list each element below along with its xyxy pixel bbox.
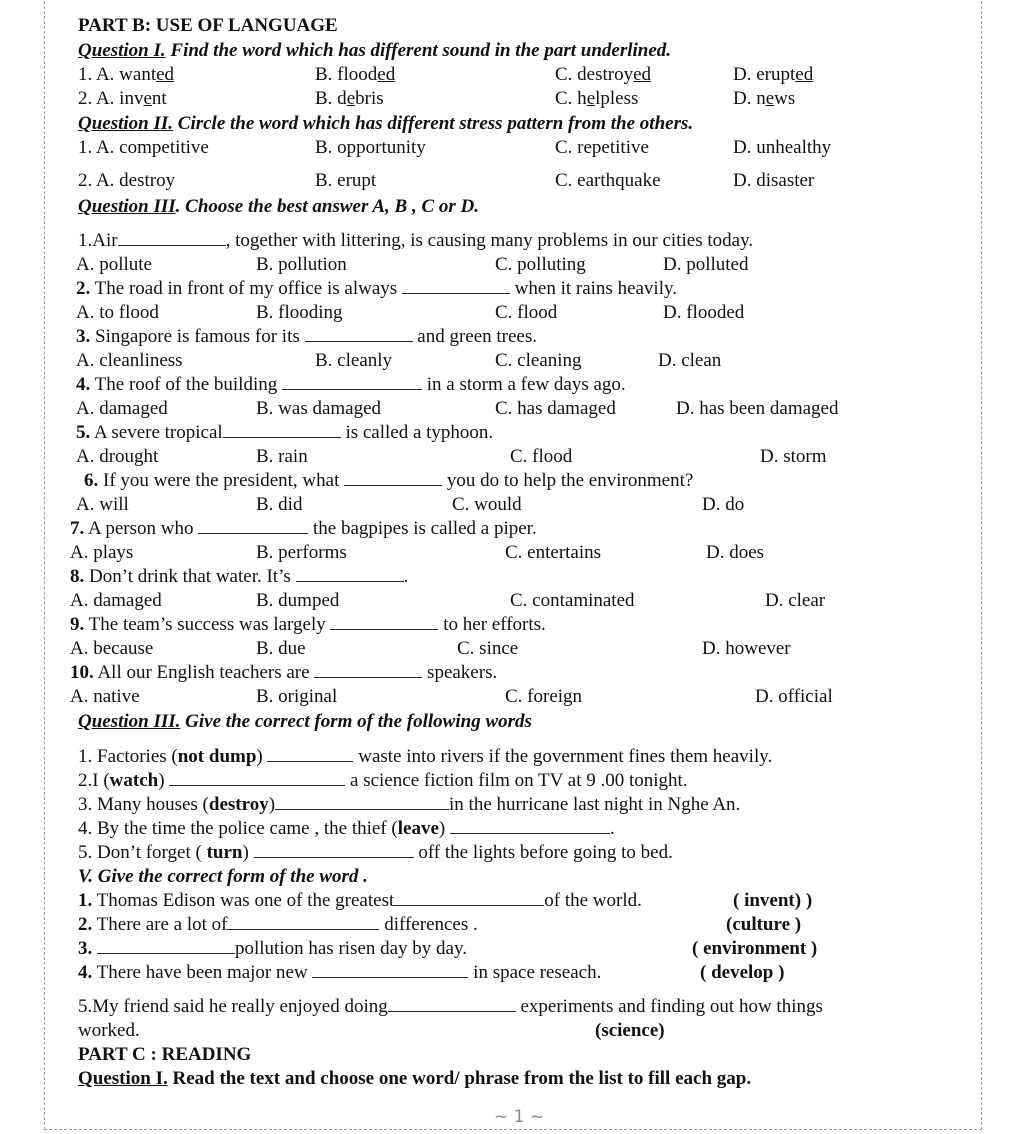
q3-1-d: D. polluted — [663, 254, 749, 275]
answer-blank[interactable] — [296, 567, 404, 582]
q3-4-a: A. damaged — [76, 398, 168, 419]
q4-item-5: 5. Don’t forget ( turn) off the lights before going to bed. — [78, 842, 673, 863]
q3-9-c: C. since — [457, 638, 519, 659]
q5-4-hint: ( develop ) — [700, 962, 785, 983]
q3-10-c: C. foreign — [505, 686, 583, 707]
q3-2-d: D. flooded — [663, 302, 745, 323]
q2-1-b: B. opportunity — [315, 137, 426, 158]
q5-item-3: 3. pollution has risen day by day. — [78, 938, 468, 959]
q1-2-b: B. debris — [315, 88, 384, 109]
q3-1-a: A. pollute — [76, 254, 152, 275]
q1-heading: Question I. Find the word which has different sound in the part underlined. — [78, 40, 672, 61]
q3-4-b: B. was damaged — [256, 398, 382, 419]
q4-item-4: 4. By the time the police came , the thief (leave) . — [78, 818, 615, 839]
q2-1-a: 1. A. competitive — [78, 137, 209, 158]
q4-item-1: 1. Factories (not dump) waste into rivers if the government fines them heavily. — [78, 746, 773, 767]
q2-2-a: 2. A. destroy — [78, 170, 176, 191]
q3-item-5: 5. A severe tropical is called a typhoon. — [76, 422, 494, 443]
q2-1-c: C. repetitive — [555, 137, 649, 158]
q1-1-b: B. flooded — [315, 64, 396, 85]
q5-item-5-line1: 5.My friend said he really enjoyed doing experiments and finding out how things — [78, 996, 823, 1017]
q1-2-c: C. helpless — [555, 88, 639, 109]
q3-item-8: 8. Don’t drink that water. It’s . — [70, 566, 409, 587]
part-c-title: PART C : READING — [78, 1044, 252, 1065]
q3-3-d: D. clean — [658, 350, 722, 371]
q3-9-b: B. due — [256, 638, 306, 659]
q5-item-4: 4. There have been major new in space reseach. — [78, 962, 602, 983]
q3-5-b: B. rain — [256, 446, 308, 467]
answer-blank[interactable] — [394, 891, 544, 906]
q3-2-c: C. flood — [495, 302, 558, 323]
answer-blank[interactable] — [344, 471, 442, 486]
q3-item-1: 1.Air , together with littering, is causing many problems in our cities today. — [78, 230, 754, 251]
q3-1-c: C. polluting — [495, 254, 586, 275]
q3-item-7: 7. A person who the bagpipes is called a piper. — [70, 518, 537, 539]
q5-3-hint: ( environment ) — [692, 938, 818, 959]
answer-blank[interactable] — [330, 615, 438, 630]
q3-6-d: D. do — [702, 494, 745, 515]
q3-6-a: A. will — [76, 494, 129, 515]
q3-6-b: B. did — [256, 494, 303, 515]
q1-1-a: 1. A. wanted — [78, 64, 175, 85]
answer-blank[interactable] — [223, 423, 341, 438]
q3-item-10: 10. All our English teachers are speakers. — [70, 662, 498, 683]
q3-7-d: D. does — [706, 542, 765, 563]
q3-5-a: A. drought — [76, 446, 159, 467]
answer-blank[interactable] — [227, 915, 379, 930]
q3-heading: Question III. Choose the best answer A, B , C or D. — [78, 196, 480, 217]
q3-3-b: B. cleanly — [315, 350, 393, 371]
part-b-title: PART B: USE OF LANGUAGE — [78, 15, 338, 36]
q5-heading: V. Give the correct form of the word . — [78, 866, 368, 887]
q3-1-b: B. pollution — [256, 254, 347, 275]
q3-8-c: C. contaminated — [510, 590, 635, 611]
q3-item-6: 6. If you were the president, what you do to help the environment? — [84, 470, 694, 491]
q3-8-b: B. dumped — [256, 590, 340, 611]
q3-9-d: D. however — [702, 638, 791, 659]
q3-9-a: A. because — [70, 638, 154, 659]
q4-item-2: 2.I (watch) a science fiction film on TV at 9 .00 tonight. — [78, 770, 688, 791]
q5-item-2: 2. There are a lot of differences . — [78, 914, 478, 935]
q3-8-a: A. damaged — [70, 590, 162, 611]
q3-item-3: 3. Singapore is famous for its and green trees. — [76, 326, 538, 347]
q5-5-hint: (science) — [595, 1020, 665, 1041]
answer-blank[interactable] — [402, 279, 510, 294]
q2-2-c: C. earthquake — [555, 170, 661, 191]
q3-item-4: 4. The roof of the building in a storm a few days ago. — [76, 374, 626, 395]
q4-item-3: 3. Many houses (destroy) in the hurricane last night in Nghe An. — [78, 794, 741, 815]
q2-1-d: D. unhealthy — [733, 137, 832, 158]
q3-5-d: D. storm — [760, 446, 827, 467]
answer-blank[interactable] — [118, 231, 226, 246]
q3-6-c: C. would — [452, 494, 522, 515]
answer-blank[interactable] — [282, 375, 422, 390]
q3-2-a: A. to flood — [76, 302, 159, 323]
q3-4-c: C. has damaged — [495, 398, 616, 419]
page-number: ~ 1 ~ — [494, 1107, 545, 1127]
q5-item-5-line2: worked. — [78, 1020, 140, 1041]
q5-2-hint: (culture ) — [726, 914, 802, 935]
q3-2-b: B. flooding — [256, 302, 343, 323]
page-border — [44, 0, 982, 1130]
q3-7-b: B. performs — [256, 542, 347, 563]
q5-1-hint: ( invent) ) — [733, 890, 813, 911]
answer-blank[interactable] — [97, 939, 235, 954]
q1-1-d: D. erupted — [733, 64, 814, 85]
q5-item-1: 1. Thomas Edison was one of the greatest of the world. — [78, 890, 642, 911]
q2-heading: Question II. Circle the word which has different stress pattern from the others. — [78, 113, 694, 134]
q3-4-d: D. has been damaged — [676, 398, 839, 419]
answer-blank[interactable] — [254, 843, 414, 858]
answer-blank[interactable] — [275, 795, 449, 810]
q2-2-d: D. disaster — [733, 170, 815, 191]
answer-blank[interactable] — [169, 771, 345, 786]
q3-3-a: A. cleanliness — [76, 350, 183, 371]
answer-blank[interactable] — [305, 327, 413, 342]
q3-item-2: 2. The road in front of my office is always when it rains heavily. — [76, 278, 678, 299]
q3-10-a: A. native — [70, 686, 140, 707]
q3-10-d: D. official — [755, 686, 833, 707]
q1-2-a: 2. A. invent — [78, 88, 167, 109]
q1-1-c: C. destroyed — [555, 64, 652, 85]
q2-2-b: B. erupt — [315, 170, 377, 191]
q4-heading: Question III. Give the correct form of the following words — [78, 711, 532, 732]
answer-blank[interactable] — [388, 997, 516, 1012]
answer-blank[interactable] — [198, 519, 308, 534]
q1-2-d: D. news — [733, 88, 796, 109]
answer-blank[interactable] — [314, 663, 422, 678]
answer-blank[interactable] — [450, 819, 610, 834]
q3-item-9: 9. The team’s success was largely to her efforts. — [70, 614, 546, 635]
q3-3-c: C. cleaning — [495, 350, 582, 371]
q3-7-a: A. plays — [70, 542, 134, 563]
part-c-q1-heading: Question I. Read the text and choose one word/ phrase from the list to fill each gap. — [78, 1068, 752, 1089]
q3-10-b: B. original — [256, 686, 338, 707]
answer-blank[interactable] — [312, 963, 468, 978]
answer-blank[interactable] — [267, 747, 353, 762]
q3-8-d: D. clear — [765, 590, 826, 611]
q3-5-c: C. flood — [510, 446, 573, 467]
q3-7-c: C. entertains — [505, 542, 602, 563]
